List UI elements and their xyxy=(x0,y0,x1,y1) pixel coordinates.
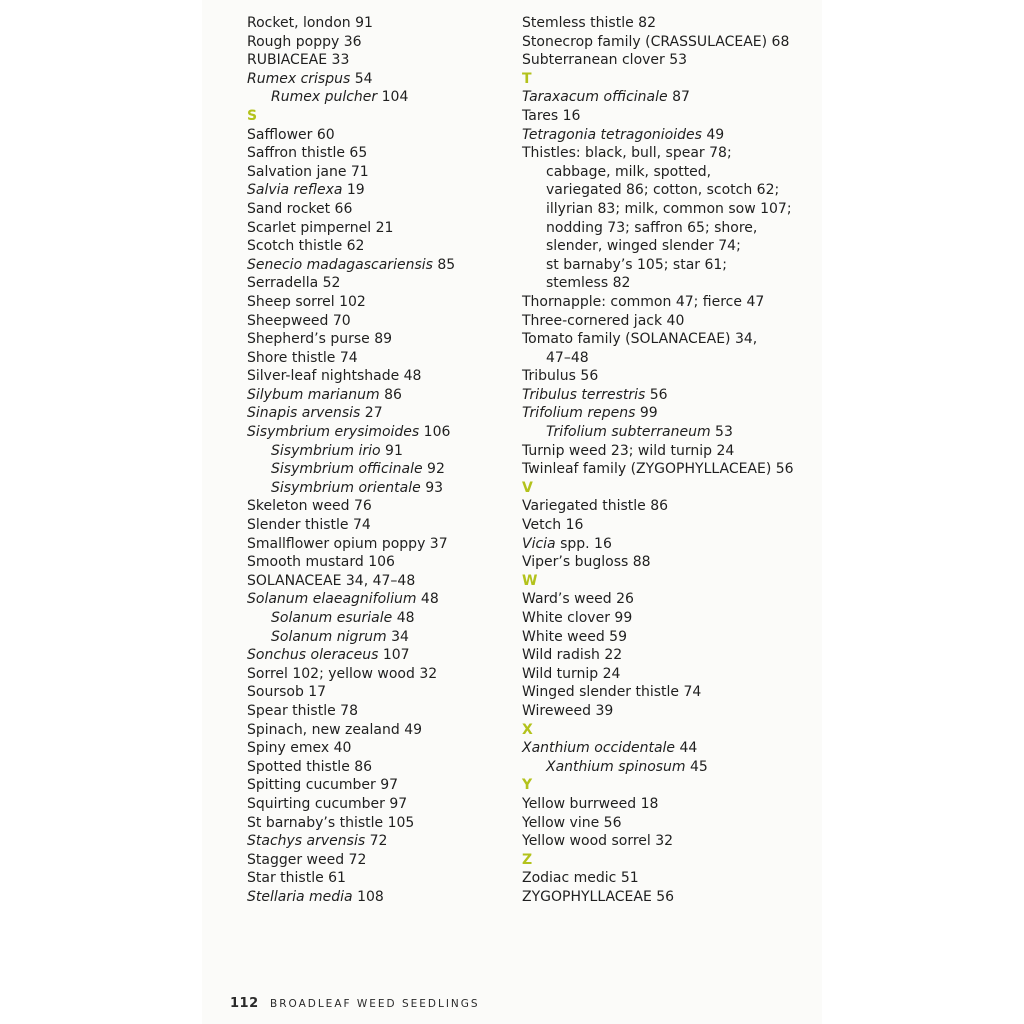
index-entry xyxy=(247,51,455,70)
section-letter: Y xyxy=(522,777,533,794)
entry-text: Rough poppy 36 xyxy=(247,33,362,50)
entry-text: ZYGOPHYLLACEAE 56 xyxy=(522,888,675,905)
entry-text: Wild turnip 24 xyxy=(522,665,621,682)
scientific-name: Sisymbrium irio xyxy=(271,442,381,459)
index-entry xyxy=(522,33,794,52)
scientific-name: Sisymbrium erysimoides xyxy=(247,424,420,441)
index-subentry xyxy=(522,237,794,256)
section-letter: V xyxy=(522,479,533,496)
index-entry xyxy=(247,181,455,200)
entry-text: Silver-leaf nightshade 48 xyxy=(247,368,422,385)
index-entry xyxy=(522,646,794,665)
index-entry xyxy=(247,237,455,256)
index-entry xyxy=(247,144,455,163)
index-entry xyxy=(247,312,455,331)
index-entry xyxy=(247,665,455,684)
scientific-name: Sisymbrium orientale xyxy=(271,479,421,496)
entry-text: Smooth mustard 106 xyxy=(247,554,395,571)
index-entry xyxy=(522,460,794,479)
index-column-left xyxy=(247,14,455,907)
entry-text: Shepherd’s purse 89 xyxy=(247,331,393,348)
entry-text: Squirting cucumber 97 xyxy=(247,795,408,812)
index-entry xyxy=(522,516,794,535)
entry-text: 72 xyxy=(365,833,388,850)
entry-text: Yellow wood sorrel 32 xyxy=(522,833,674,850)
entry-text: Tomato family (SOLANACEAE) 34, xyxy=(522,331,758,348)
index-entry xyxy=(522,628,794,647)
entry-text: 87 xyxy=(667,89,690,106)
entry-text: Serradella 52 xyxy=(247,275,341,292)
entry-text: variegated 86; cotton, scotch 62; xyxy=(546,182,780,199)
index-entry xyxy=(522,739,794,758)
entry-text: 44 xyxy=(675,740,698,757)
index-entry xyxy=(247,516,455,535)
scientific-name: Xanthium spinosum xyxy=(546,758,686,775)
scientific-name: Trifolium subterraneum xyxy=(546,424,711,441)
entry-text: 93 xyxy=(420,479,444,496)
entry-text: Subterranean clover 53 xyxy=(522,52,688,69)
page-footer xyxy=(230,996,480,1011)
entry-text: Spitting cucumber 97 xyxy=(247,777,399,794)
entry-text: Three-cornered jack 40 xyxy=(522,312,685,329)
index-subentry xyxy=(522,163,794,182)
index-subentry xyxy=(522,256,794,275)
entry-text: Sheepweed 70 xyxy=(247,312,351,329)
section-letter: S xyxy=(247,107,258,124)
entry-text: stemless 82 xyxy=(546,275,631,292)
index-entry xyxy=(522,609,794,628)
index-entry xyxy=(247,535,455,554)
index-entry xyxy=(522,144,794,163)
entry-text: Spinach, new zealand 49 xyxy=(247,721,423,738)
index-entry xyxy=(247,14,455,33)
index-entry xyxy=(247,330,455,349)
index-entry xyxy=(247,70,455,89)
entry-text: 85 xyxy=(432,256,456,273)
entry-text: 34 xyxy=(386,628,409,645)
entry-text: slender, winged slender 74; xyxy=(546,238,741,255)
index-entry xyxy=(247,163,455,182)
entry-text: 48 xyxy=(392,610,415,626)
index-entry xyxy=(247,702,455,721)
entry-text: Scarlet pimpernel 21 xyxy=(247,219,394,236)
index-entry xyxy=(247,814,455,833)
scientific-name: Senecio madagascariensis xyxy=(247,256,433,273)
index-entry xyxy=(247,646,455,665)
index-column-right xyxy=(522,14,794,907)
index-entry xyxy=(247,274,455,293)
entry-text: nodding 73; saffron 65; shore, xyxy=(546,219,758,236)
entry-text: Spiny emex 40 xyxy=(247,740,352,757)
entry-text: Shore thistle 74 xyxy=(247,349,358,366)
scientific-name: Solanum esuriale xyxy=(271,610,393,626)
index-entry xyxy=(522,14,794,33)
entry-text: Sheep sorrel 102 xyxy=(247,293,366,310)
scientific-name: Xanthium occidentale xyxy=(522,740,676,757)
index-entry xyxy=(522,107,794,126)
section-letter: X xyxy=(522,721,533,738)
scientific-name: Sisymbrium officinale xyxy=(271,461,423,478)
section-letter: Z xyxy=(522,851,533,868)
entry-text: 19 xyxy=(342,182,365,199)
index-entry xyxy=(522,312,794,331)
section-letter: T xyxy=(522,70,532,87)
index-entry xyxy=(522,888,794,907)
entry-text: SOLANACEAE 34, 47–48 xyxy=(247,572,416,589)
scientific-name: Stellaria media xyxy=(247,888,353,905)
entry-text: illyrian 83; milk, common sow 107; xyxy=(546,200,792,217)
scientific-name: Stachys arvensis xyxy=(247,833,366,850)
index-entry xyxy=(522,683,794,702)
entry-text: Yellow burrweed 18 xyxy=(522,795,659,812)
entry-text: Skeleton weed 76 xyxy=(247,498,372,515)
entry-text: St barnaby’s thistle 105 xyxy=(247,814,415,831)
entry-text: Viper’s bugloss 88 xyxy=(522,554,651,571)
index-entry xyxy=(522,869,794,888)
entry-text: Scotch thistle 62 xyxy=(247,238,365,255)
entry-text: 27 xyxy=(360,405,383,422)
scientific-name: Taraxacum officinale xyxy=(522,89,668,106)
index-entry xyxy=(247,404,455,423)
entry-text: Smallflower opium poppy 37 xyxy=(247,535,448,552)
entry-text: Stemless thistle 82 xyxy=(522,15,656,31)
index-entry xyxy=(247,293,455,312)
entry-text: Safflower 60 xyxy=(247,126,335,143)
index-entry xyxy=(247,126,455,145)
index-subentry xyxy=(247,88,455,107)
entry-text: 107 xyxy=(378,647,410,664)
index-entry xyxy=(247,590,455,609)
entry-text: 56 xyxy=(645,386,668,403)
entry-text: Spotted thistle 86 xyxy=(247,758,373,775)
index-entry xyxy=(247,851,455,870)
index-entry xyxy=(247,721,455,740)
entry-text: 92 xyxy=(422,461,445,478)
index-entry xyxy=(522,814,794,833)
scientific-name: Solanum elaeagnifolium xyxy=(247,591,417,608)
entry-text: Stonecrop family (CRASSULACEAE) 68 xyxy=(522,33,790,50)
scientific-name: Solanum nigrum xyxy=(271,628,387,645)
index-subentry xyxy=(522,200,794,219)
index-entry xyxy=(247,33,455,52)
scientific-name: Tetragonia tetragonioides xyxy=(522,126,702,143)
index-entry xyxy=(522,795,794,814)
index-entry xyxy=(522,51,794,70)
entry-text: White clover 99 xyxy=(522,610,633,626)
scientific-name: Sinapis arvensis xyxy=(247,405,361,422)
index-entry xyxy=(247,349,455,368)
index-subentry xyxy=(522,181,794,200)
entry-text: Sorrel 102; yellow wood 32 xyxy=(247,665,438,682)
entry-text: Soursob 17 xyxy=(247,684,327,701)
index-entry xyxy=(247,219,455,238)
index-entry xyxy=(522,88,794,107)
entry-text: 48 xyxy=(416,591,439,608)
index-subentry xyxy=(247,479,455,498)
index-entry xyxy=(522,330,794,349)
entry-text: Star thistle 61 xyxy=(247,870,346,887)
index-entry xyxy=(247,683,455,702)
entry-text: 53 xyxy=(710,424,733,441)
section-letter: W xyxy=(522,572,538,589)
scientific-name: Salvia reflexa xyxy=(247,182,343,199)
index-subentry xyxy=(522,274,794,293)
entry-text: st barnaby’s 105; star 61; xyxy=(546,256,728,273)
index-entry xyxy=(522,293,794,312)
running-title: BROADLEAF WEED SEEDLINGS xyxy=(269,998,480,1010)
entry-text: 47–48 xyxy=(546,349,589,366)
entry-text: spp. 16 xyxy=(555,535,612,552)
entry-text: Saffron thistle 65 xyxy=(247,145,368,162)
index-subentry xyxy=(247,609,455,628)
index-entry xyxy=(522,535,794,554)
scientific-name: Tribulus terrestris xyxy=(522,386,646,403)
entry-text: cabbage, milk, spotted, xyxy=(546,163,712,180)
entry-text: Wireweed 39 xyxy=(522,702,614,719)
entry-text: RUBIACEAE 33 xyxy=(247,52,350,69)
index-entry xyxy=(522,590,794,609)
entry-text: Yellow vine 56 xyxy=(522,814,622,831)
entry-text: White weed 59 xyxy=(522,628,627,645)
index-subentry xyxy=(522,758,794,777)
index-subentry xyxy=(522,423,794,442)
index-entry xyxy=(247,869,455,888)
index-entry xyxy=(247,776,455,795)
entry-text: 49 xyxy=(701,126,725,143)
entry-text: 45 xyxy=(685,758,708,775)
entry-text: Spear thistle 78 xyxy=(247,702,358,719)
index-subentry xyxy=(522,349,794,368)
index-entry xyxy=(247,572,455,591)
entry-text: Tribulus 56 xyxy=(522,368,599,385)
index-entry xyxy=(247,832,455,851)
index-entry xyxy=(522,665,794,684)
scientific-name: Rumex pulcher xyxy=(271,89,378,106)
entry-text: 99 xyxy=(635,405,658,422)
scientific-name: Vicia xyxy=(522,535,556,552)
entry-text: Thornapple: common 47; fierce 47 xyxy=(522,293,765,310)
entry-text: Turnip weed 23; wild turnip 24 xyxy=(522,442,735,459)
index-entry xyxy=(522,126,794,145)
scientific-name: Rumex crispus xyxy=(247,70,351,87)
page-number: 112 xyxy=(230,996,259,1011)
index-entry xyxy=(247,553,455,572)
scientific-name: Trifolium repens xyxy=(522,405,636,422)
index-entry xyxy=(247,497,455,516)
index-entry xyxy=(247,888,455,907)
scientific-name: Sonchus oleraceus xyxy=(247,647,379,664)
entry-text: Slender thistle 74 xyxy=(247,517,371,534)
index-entry xyxy=(247,758,455,777)
entry-text: 106 xyxy=(419,424,451,441)
index-entry xyxy=(522,442,794,461)
index-entry xyxy=(522,553,794,572)
entry-text: 104 xyxy=(377,89,409,106)
entry-text: Wild radish 22 xyxy=(522,647,623,664)
entry-text: Ward’s weed 26 xyxy=(522,591,634,608)
index-subentry xyxy=(247,460,455,479)
index-entry xyxy=(522,367,794,386)
entry-text: Zodiac medic 51 xyxy=(522,870,639,887)
entry-text: Salvation jane 71 xyxy=(247,163,369,180)
index-entry xyxy=(247,386,455,405)
entry-text: Rocket, london 91 xyxy=(247,15,373,31)
index-entry xyxy=(247,795,455,814)
index-entry xyxy=(522,404,794,423)
index-entry xyxy=(522,702,794,721)
index-entry xyxy=(247,423,455,442)
index-subentry xyxy=(247,628,455,647)
entry-text: Thistles: black, bull, spear 78; xyxy=(522,145,732,162)
entry-text: 86 xyxy=(379,386,402,403)
entry-text: 54 xyxy=(350,70,373,87)
index-entry xyxy=(247,367,455,386)
entry-text: Stagger weed 72 xyxy=(247,851,367,868)
entry-text: Vetch 16 xyxy=(522,517,584,534)
entry-text: Tares 16 xyxy=(522,107,581,124)
index-entry xyxy=(247,256,455,275)
index-entry xyxy=(522,497,794,516)
entry-text: 108 xyxy=(352,888,384,905)
entry-text: Sand rocket 66 xyxy=(247,200,353,217)
index-subentry xyxy=(522,219,794,238)
entry-text: Twinleaf family (ZYGOPHYLLACEAE) 56 xyxy=(522,461,794,478)
entry-text: Variegated thistle 86 xyxy=(522,498,669,515)
index-entry xyxy=(247,739,455,758)
entry-text: 91 xyxy=(380,442,403,459)
index-subentry xyxy=(247,442,455,461)
entry-text: Winged slender thistle 74 xyxy=(522,684,702,701)
index-entry xyxy=(522,386,794,405)
scientific-name: Silybum marianum xyxy=(247,386,380,403)
index-entry xyxy=(247,200,455,219)
index-entry xyxy=(522,832,794,851)
